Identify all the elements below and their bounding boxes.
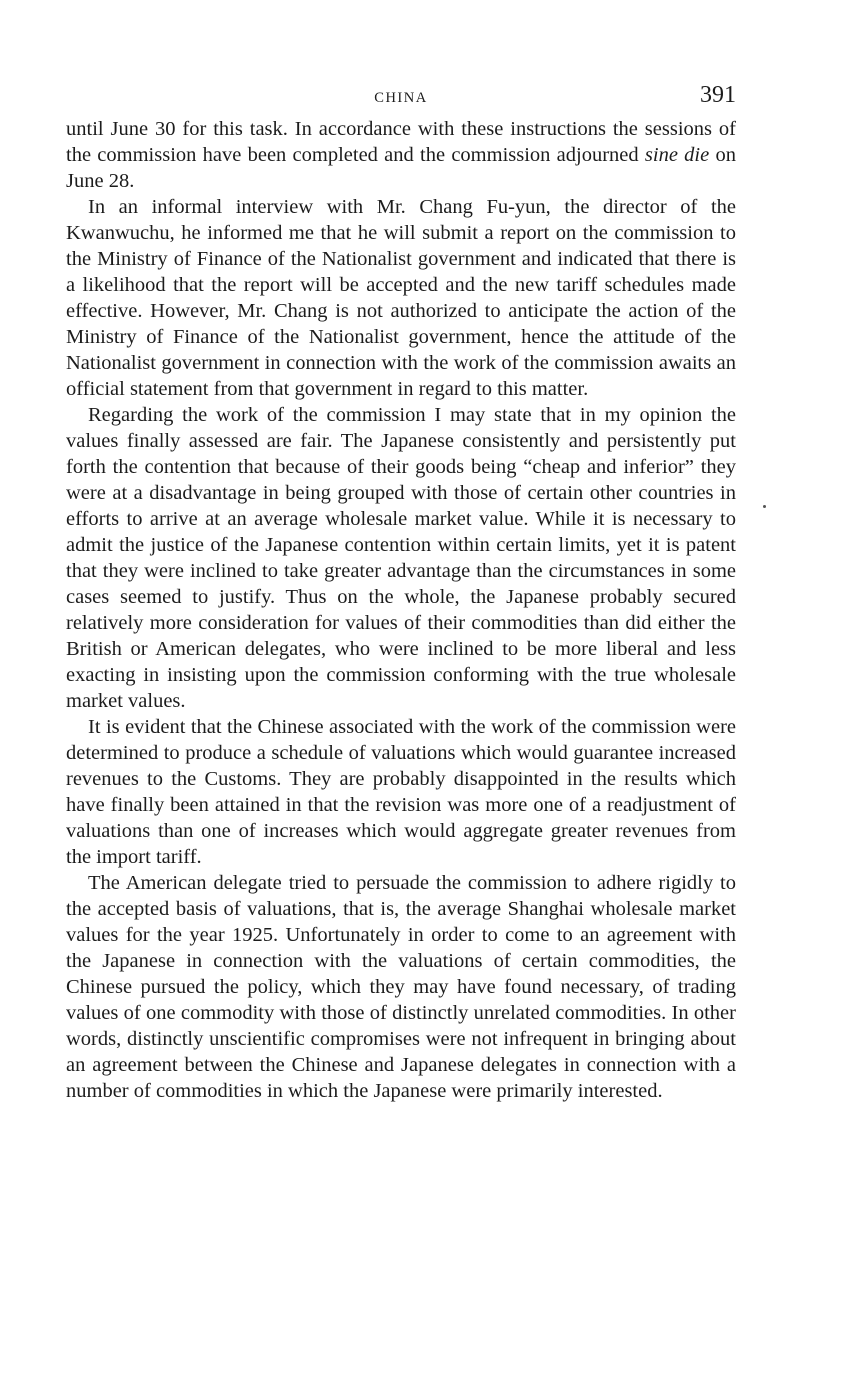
running-title: CHINA <box>374 90 428 106</box>
paragraph-1-text-before: until June 30 for this task. In accordance with these instructions the sessions of the commission have been completed and the commission adjourned <box>66 118 736 166</box>
paragraph-5: The American delegate tried to persuade the commission to adhere rigidly to the accepted basis of valuations, that is, the average Shanghai wholesale market values for the year 1925. Unfortunately in order to come to an agreement with the Japanese in connection with the valuations of certain commodities, the Chinese pursued the policy, which they may have found necessary, of trading values of one commodity with those of distinctly unrelated commodities. In other words, distinctly unscientific compromises were not infrequent in bringing about an agreement between the Chinese and Japanese delegates in connection with a number of commodities in which the Japanese were primarily interested. <box>66 872 736 1102</box>
running-head <box>66 80 736 116</box>
body-text <box>66 116 736 1104</box>
margin-speck <box>763 505 766 508</box>
paragraph-1-italic: sine die <box>644 144 710 166</box>
document-page <box>66 80 736 1104</box>
paragraph-1-text-after: on June 28. <box>66 144 736 192</box>
paragraph-2: In an informal interview with Mr. Chang Fu-yun, the director of the Kwanwuchu, he informed me that he will submit a report on the commission to the Ministry of Finance of the Nationalist government and indicated that there is a likelihood that the report will be accepted and the new tariff schedules made effective. However, Mr. Chang is not authorized to anticipate the action of the Ministry of Finance of the Nationalist government, hence the attitude of the Nationalist government in connection with the work of the commission awaits an official statement from that government in regard to this matter. <box>66 196 736 400</box>
paragraph-3: Regarding the work of the commission I may state that in my opinion the values finally assessed are fair. The Japanese consistently and persistently put forth the contention that because of their goods being “cheap and inferior” they were at a disadvantage in being grouped with those of certain other countries in efforts to arrive at an average wholesale market value. While it is necessary to admit the justice of the Japanese contention within certain limits, yet it is patent that they were inclined to take greater advantage than the circumstances in some cases seemed to justify. Thus on the whole, the Japanese probably secured relatively more consideration for values of their commodities than did either the British or American delegates, who were inclined to be more liberal and less exacting in insisting upon the commission conforming with the true wholesale market values. <box>66 404 736 712</box>
paragraph-4: It is evident that the Chinese associated with the work of the commission were determined to produce a schedule of valuations which would guarantee increased revenues to the Customs. They are probably disappointed in the results which have finally been attained in that the revision was more one of a readjustment of valuations than one of increases which would aggregate greater revenues from the import tariff. <box>66 716 736 868</box>
page-number: 391 <box>700 82 736 108</box>
paragraph-1 <box>66 116 736 194</box>
